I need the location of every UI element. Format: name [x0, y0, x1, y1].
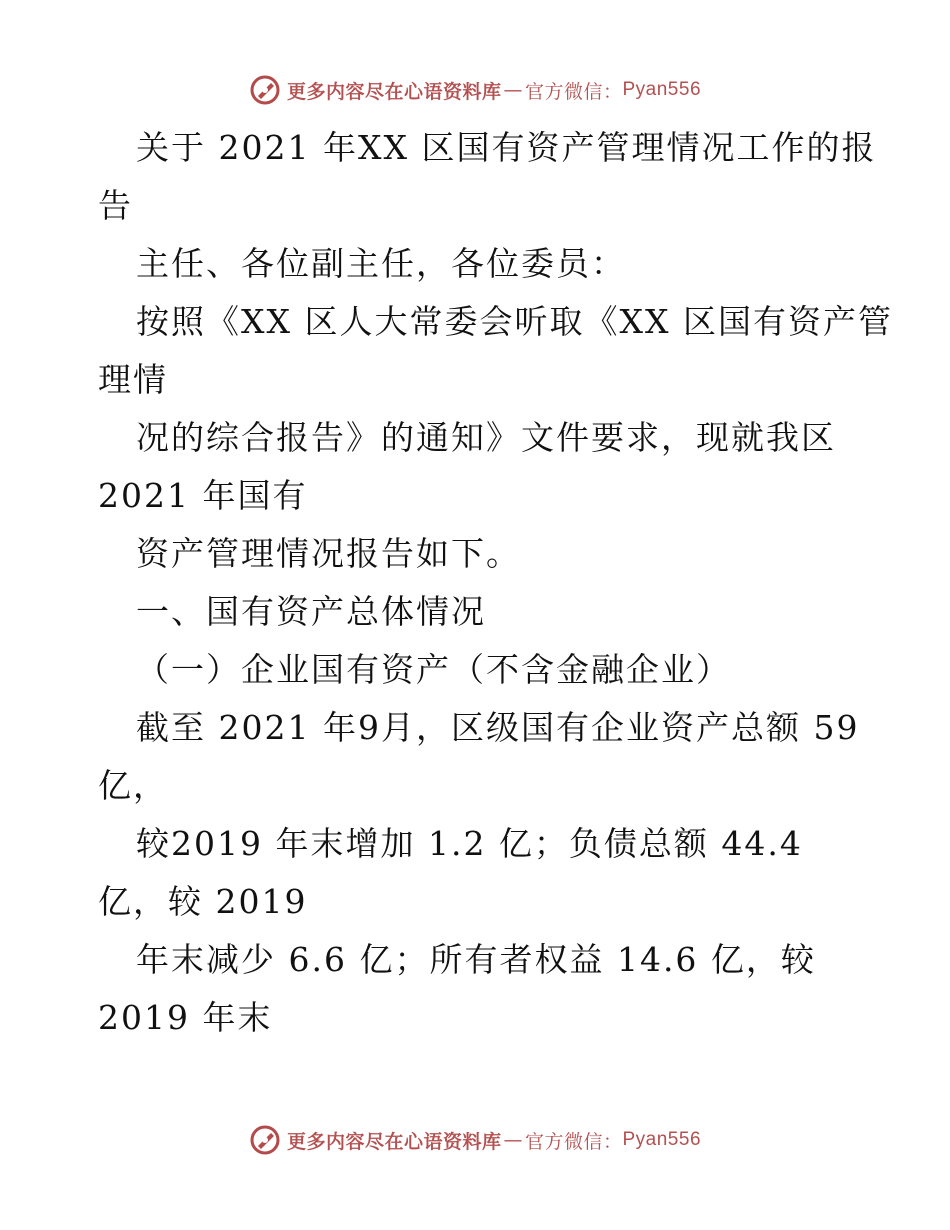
watermark-official: 官方微信：: [524, 1130, 623, 1153]
doc-title-line-2: 告: [98, 186, 133, 225]
doc-salutation: 主任、各位副主任，各位委员：: [136, 244, 626, 283]
watermark-id: Pyan556: [622, 1129, 702, 1150]
doc-paragraph-line: 亿，较 2019: [98, 882, 308, 921]
doc-paragraph-line: 年末减少 6.6 亿；所有者权益 14.6 亿，较: [136, 940, 816, 979]
doc-paragraph-line: 较2019 年末增加 1.2 亿；负债总额 44.4: [136, 824, 803, 863]
doc-paragraph-line: 截至 2021 年9月，区级国有企业资产总额 59: [136, 708, 860, 747]
watermark-id: Pyan556: [622, 79, 702, 100]
doc-paragraph-line: 2021 年国有: [98, 476, 308, 515]
watermark-brand: 更多内容尽在心语资料库: [286, 1130, 502, 1153]
footer-watermark: [0, 1122, 950, 1158]
doc-paragraph-line: 亿，: [98, 766, 168, 805]
quill-logo-icon: [249, 1124, 281, 1156]
watermark-dash: —: [503, 1129, 523, 1151]
watermark-official: 官方微信：: [524, 80, 623, 103]
doc-section-heading: 一、国有资产总体情况: [136, 592, 486, 631]
doc-title-line-1: 关于 2021 年XX 区国有资产管理情况工作的报: [136, 128, 877, 167]
watermark-dash: —: [503, 79, 523, 101]
watermark-brand: 更多内容尽在心语资料库: [286, 80, 502, 103]
doc-paragraph-line: 按照《XX 区人大常委会听取《XX 区国有资产管: [136, 302, 893, 341]
doc-paragraph-line: 2019 年末: [98, 998, 273, 1037]
doc-paragraph-line: 况的综合报告》的通知》文件要求，现就我区: [136, 418, 836, 457]
doc-subsection-heading: （一）企业国有资产（不含金融企业）: [136, 650, 731, 689]
header-watermark: [0, 72, 950, 108]
doc-paragraph-line: 理情: [98, 360, 168, 399]
quill-logo-icon: [249, 74, 281, 106]
doc-paragraph-line: 资产管理情况报告如下。: [136, 534, 521, 573]
